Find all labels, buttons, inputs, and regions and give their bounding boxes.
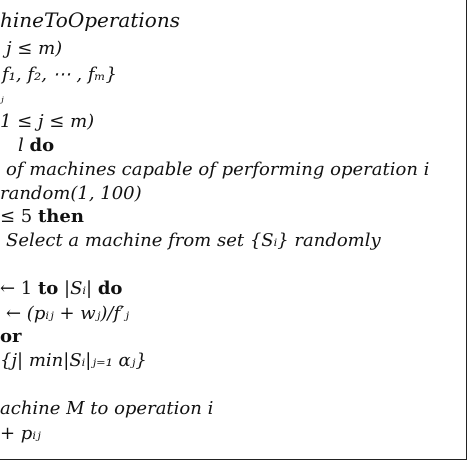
algo-line-13: {j| min|Sᵢ|ⱼ₌₁ αⱼ} [0, 350, 147, 371]
algo-line-8: ≤ 5 then [0, 206, 84, 227]
algo-line-4: 1 ≤ j ≤ m) [0, 111, 95, 132]
algo-line-12: or [0, 326, 22, 347]
algorithm-title: hineToOperations [0, 8, 180, 32]
bottom-border [0, 459, 467, 460]
algo-line-7: random(1, 100) [0, 183, 142, 204]
algo-line-9: Select a machine from set {Sᵢ} randomly [6, 230, 381, 251]
algo-line-11: ← (pᵢⱼ + wⱼ)/f′ⱼ [6, 303, 130, 324]
right-border [466, 0, 467, 460]
algo-line-5: l do [18, 135, 55, 156]
algo-line-1: j ≤ m) [6, 38, 63, 59]
algo-line-15: + pᵢⱼ [0, 423, 41, 444]
algo-line-14: achine M to operation i [0, 398, 214, 419]
algo-line-3: ⱼ [0, 90, 4, 106]
algo-line-2: f₁, f₂, ⋯ , fₘ} [2, 64, 117, 85]
algo-line-6: of machines capable of performing operation i [6, 159, 430, 180]
algo-line-10: ← 1 to |Sᵢ| do [0, 278, 123, 299]
